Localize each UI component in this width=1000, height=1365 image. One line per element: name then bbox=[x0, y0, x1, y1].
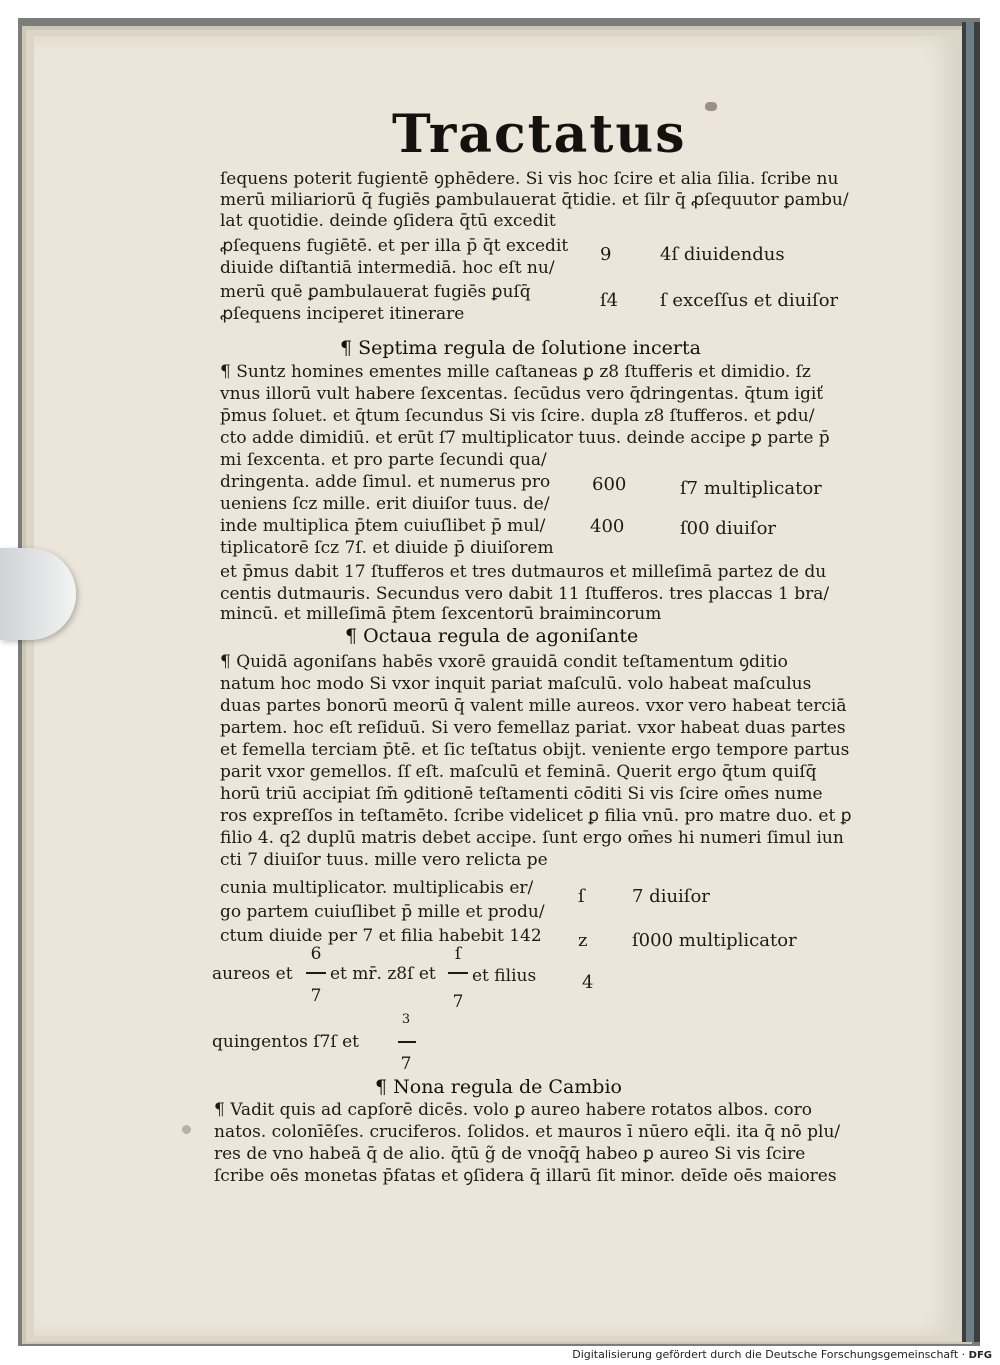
table-value: 9 bbox=[600, 244, 612, 265]
fraction-text: et filius bbox=[472, 966, 537, 986]
text-line: tiplicatorē ſcz 7ſ. et diuide p̄ diuiſorem bbox=[220, 538, 554, 558]
footer-credit bbox=[0, 1346, 992, 1364]
fraction-denominator: 7 bbox=[452, 992, 464, 1012]
section-heading: ¶ Octaua regula de agoniſante bbox=[345, 625, 639, 647]
page-hole bbox=[182, 1125, 191, 1134]
fraction-bar bbox=[448, 972, 468, 974]
fraction-text: quingentos ſ7ſ et bbox=[212, 1032, 359, 1052]
page-title: Tractatus bbox=[392, 104, 687, 165]
text-line: ueniens ſcz mille. erit diuiſor tuus. de/ bbox=[220, 494, 550, 514]
text-line: cti 7 diuiſor tuus. mille vero relicta pe bbox=[220, 850, 548, 870]
text-line: p̄mus ſoluet. et q̄tum ſecundus Si vis ſcire. dupla z8 ſtufferos. et ꝑdu/ bbox=[220, 406, 815, 426]
text-line: ꝓſequens inciperet itinerare bbox=[220, 304, 465, 324]
text-line: ꝓſequens fugiētē. et per illa p̄ q̄t excedit bbox=[220, 236, 569, 256]
text-line: merū quē ꝑambulauerat fugiēs ꝑuſq̄ bbox=[220, 282, 531, 302]
text-line: go partem cuiuſlibet p̄ mille et produ/ bbox=[220, 902, 545, 922]
dfg-logo: DFG bbox=[968, 1350, 992, 1361]
footer-text: Digitalisierung gefördert durch die Deutsche Forschungsgemeinschaft · bbox=[572, 1348, 966, 1361]
text-line: mincū. et milleſimā p̄tem ſexcentorū braimincorum bbox=[220, 604, 662, 624]
table-value: 400 bbox=[590, 516, 625, 537]
book-spine-band bbox=[962, 22, 980, 1342]
table-value: ſ000 multiplicator bbox=[632, 930, 797, 951]
text-line: partem. hoc eſt reſiduū. Si vero femellaz pariat. vxor habeat duas partes bbox=[220, 718, 846, 738]
table-value: ſ bbox=[578, 886, 585, 907]
text-line: cto adde dimidiū. et erūt ſ7 multiplicator tuus. deinde accipe ꝑ parte p̄ bbox=[220, 428, 830, 448]
text-line: ¶ Vadit quis ad capſorē dicēs. volo ꝑ aureo habere rotatos albos. coro bbox=[214, 1100, 813, 1120]
text-line: merū miliariorū q̄ fugiēs ꝑambulauerat q̄tidie. et ſilr q̄ ꝓſequutor ꝑambu/ bbox=[220, 190, 849, 210]
text-line: vnus illorū vult habere ſexcentas. ſecūdus vero q̄dringentas. q̄tum igiť bbox=[220, 384, 824, 404]
table-value: ſ7 multiplicator bbox=[680, 478, 822, 499]
table-value: ſ00 diuiſor bbox=[680, 518, 777, 539]
fraction-text: 4 bbox=[582, 972, 594, 993]
section-heading: ¶ Septima regula de ſolutione incerta bbox=[340, 337, 701, 359]
fraction-denominator: 7 bbox=[400, 1054, 412, 1074]
text-line: lat quotidie. deinde ꝯſidera q̄tū excedit bbox=[220, 211, 556, 231]
fraction-text: aureos et bbox=[212, 964, 293, 984]
fraction-numerator: 3 bbox=[401, 1012, 411, 1027]
text-line: cunia multiplicator. multiplicabis er/ bbox=[220, 878, 534, 898]
text-line: duas partes bonorū meorū q̄ valent mille aureos. vxor vero habeat terciā bbox=[220, 696, 847, 716]
text-line: dringenta. adde ſimul. et numerus pro bbox=[220, 472, 551, 492]
text-line: ctum diuide per 7 et filia habebit 142 bbox=[220, 926, 542, 946]
text-line: res de vno habeā q̄ de alio. q̄tū g̃ de vnoq̄q̄ habeo ꝑ aureo Si vis ſcire bbox=[214, 1144, 806, 1164]
text-line: natos. colonīēſes. cruciferos. ſolidos. et mauros ī nūero eq̄li. ita q̄ nō plu/ bbox=[214, 1122, 841, 1142]
table-value: ſ4 bbox=[600, 290, 619, 311]
table-value: 4ſ diuidendus bbox=[660, 244, 785, 265]
text-line: filio 4. q2 duplū matris debet accipe. ſunt ergo om̄es hi numeri ſimul iun bbox=[220, 828, 844, 848]
text-line: parit vxor gemellos. ſſ eſt. maſculū et feminā. Querit ergo q̄tum quiſq̄ bbox=[220, 762, 817, 782]
text-line: natum hoc modo Si vxor inquit pariat maſculū. volo habeat maſculus bbox=[220, 674, 812, 694]
table-value: z bbox=[578, 930, 588, 951]
text-line: horū triū accipiat ſm̄ ꝯditionē teſtamenti cōditi Si vis ſcire om̄es nume bbox=[220, 784, 823, 804]
text-line: ¶ Quidā agoniſans habēs vxorē grauidā condit teſtamentum ꝯditio bbox=[220, 652, 788, 672]
fraction-numerator: 6 bbox=[310, 944, 322, 964]
fraction-numerator: ſ bbox=[454, 944, 462, 964]
text-line: ſequens poterit fugientē ꝯphēdere. Si vis hoc ſcire et alia ſilia. ſcribe nu bbox=[220, 169, 839, 189]
text-line: inde multiplica p̄tem cuiuſlibet p̄ mul/ bbox=[220, 516, 546, 536]
section-heading: ¶ Nona regula de Cambio bbox=[375, 1076, 622, 1098]
text-line: et femella terciam p̄tē. et ſic teſtatus obijt. veniente ergo tempore partus bbox=[220, 740, 850, 760]
text-line: mi ſexcenta. et pro parte ſecundi qua/ bbox=[220, 450, 547, 470]
color-strip bbox=[966, 22, 974, 1342]
table-value: 7 diuiſor bbox=[632, 886, 710, 907]
text-line: centis dutmauris. Secundus vero dabit 11 ſtufferos. tres placcas 1 bra/ bbox=[220, 584, 830, 604]
ink-speck bbox=[705, 102, 717, 111]
text-line: ſcribe oēs monetas p̄fatas et ꝯſidera q̄ illarū ſit minor. deīde oēs maiores bbox=[214, 1166, 837, 1186]
text-line: ¶ Suntz homines ementes mille caſtaneas ꝑ z8 ſtufferis et dimidio. ſz bbox=[220, 362, 811, 382]
text-line: et p̄mus dabit 17 ſtufferos et tres dutmauros et milleſimā partez de du bbox=[220, 562, 827, 582]
table-value: 600 bbox=[592, 474, 627, 495]
fraction-text: et mr̄. z8ſ et bbox=[330, 964, 436, 984]
fraction-bar bbox=[398, 1041, 416, 1043]
fraction-bar bbox=[306, 972, 326, 974]
fraction-denominator: 7 bbox=[310, 986, 322, 1006]
text-line: ros expreſſos in teſtamēto. ſcribe videlicet ꝑ filia vnū. pro matre duo. et ꝑ bbox=[220, 806, 852, 826]
text-line: diuide diſtantiā intermediā. hoc eſt nu/ bbox=[220, 258, 555, 278]
table-value: ſ exceſſus et diuiſor bbox=[660, 290, 839, 311]
